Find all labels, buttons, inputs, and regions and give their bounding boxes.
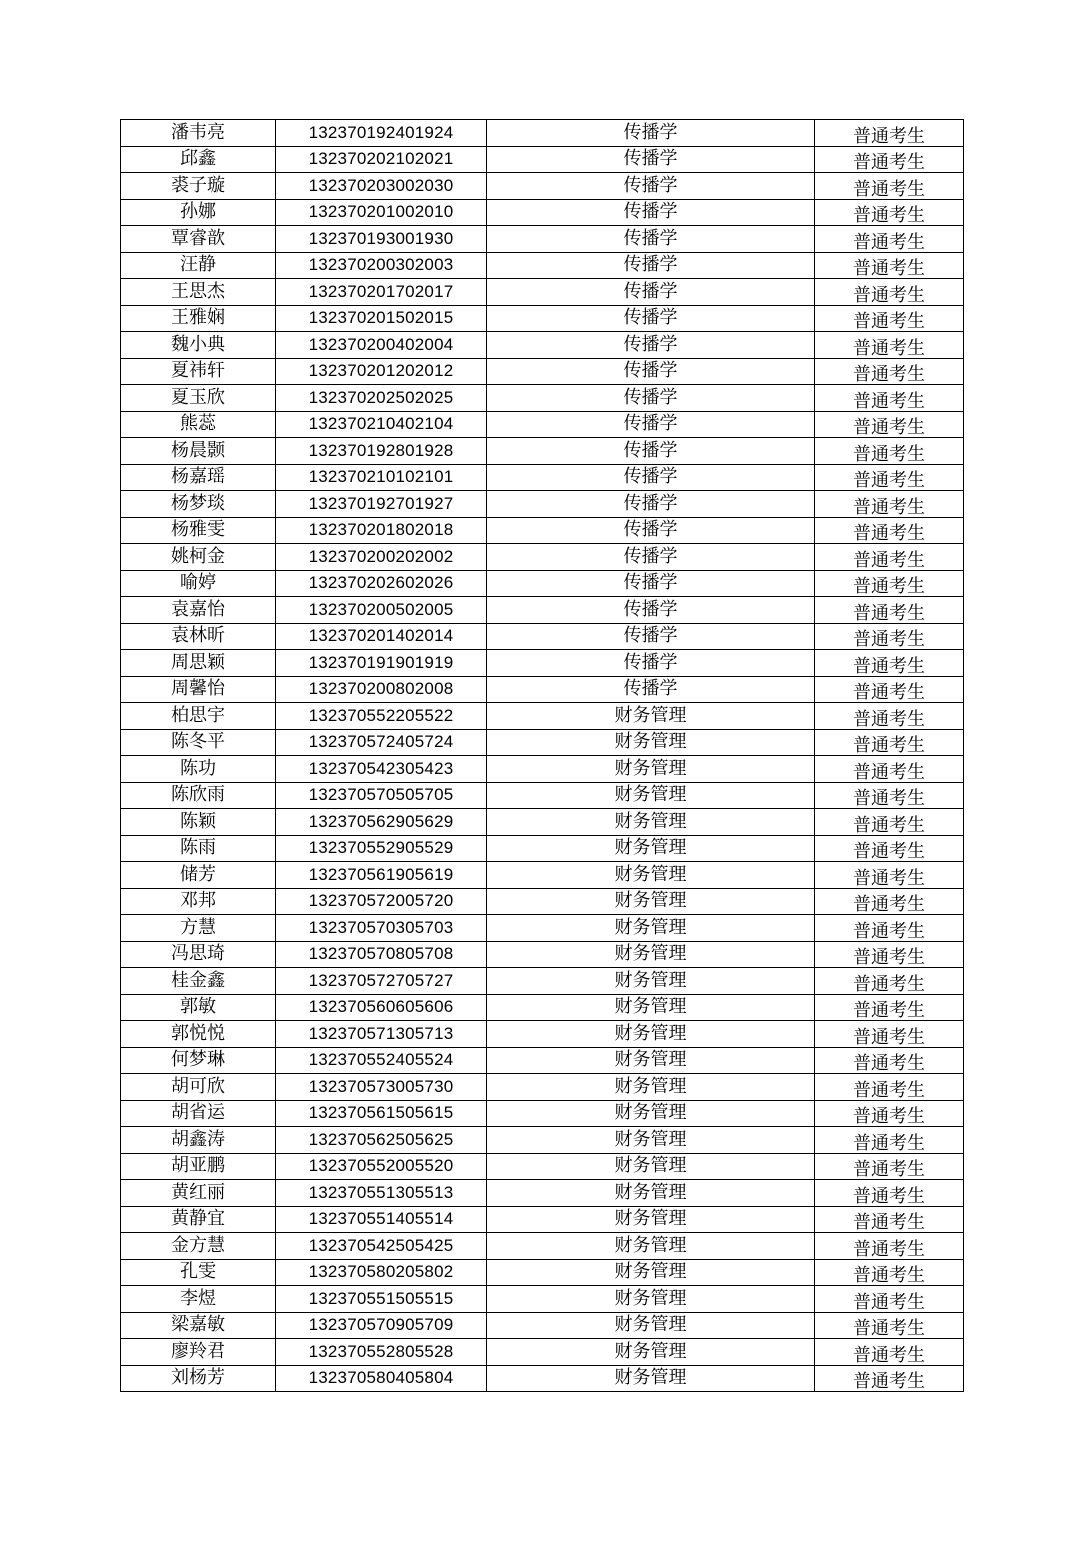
candidate-id-cell: 132370552405524 xyxy=(276,1047,487,1074)
table-row xyxy=(121,650,964,677)
candidate-name-cell: 夏玉欣 xyxy=(121,385,276,412)
table-row xyxy=(121,756,964,783)
candidate-type-cell: 普通考生 xyxy=(815,1180,964,1207)
major-cell: 传播学 xyxy=(487,332,815,359)
major-cell: 传播学 xyxy=(487,173,815,200)
table-row xyxy=(121,941,964,968)
candidate-type-cell: 普通考生 xyxy=(815,1153,964,1180)
table-row xyxy=(121,1259,964,1286)
candidate-name-cell: 姚柯金 xyxy=(121,544,276,571)
candidate-name-cell: 夏祎轩 xyxy=(121,358,276,385)
candidate-id-cell: 132370580405804 xyxy=(276,1365,487,1392)
candidate-name-cell: 金方慧 xyxy=(121,1233,276,1260)
candidate-type-cell: 普通考生 xyxy=(815,1286,964,1313)
candidate-type-cell: 普通考生 xyxy=(815,915,964,942)
candidate-id-cell: 132370201402014 xyxy=(276,623,487,650)
candidate-name-cell: 刘杨芳 xyxy=(121,1365,276,1392)
candidate-id-cell: 132370570905709 xyxy=(276,1312,487,1339)
candidate-type-cell: 普通考生 xyxy=(815,809,964,836)
major-cell: 传播学 xyxy=(487,676,815,703)
candidate-name-cell: 周思颖 xyxy=(121,650,276,677)
candidate-name-cell: 郭悦悦 xyxy=(121,1021,276,1048)
major-cell: 传播学 xyxy=(487,464,815,491)
candidate-id-cell: 132370202502025 xyxy=(276,385,487,412)
major-cell: 财务管理 xyxy=(487,915,815,942)
table-row xyxy=(121,438,964,465)
candidate-type-cell: 普通考生 xyxy=(815,1021,964,1048)
candidate-name-cell: 胡省运 xyxy=(121,1100,276,1127)
table-row xyxy=(121,994,964,1021)
candidate-id-cell: 132370200402004 xyxy=(276,332,487,359)
candidate-name-cell: 喻婷 xyxy=(121,570,276,597)
candidate-id-cell: 132370552805528 xyxy=(276,1339,487,1366)
table-row xyxy=(121,1074,964,1101)
candidate-name-cell: 陈欣雨 xyxy=(121,782,276,809)
candidate-type-cell: 普通考生 xyxy=(815,1206,964,1233)
table-row xyxy=(121,1100,964,1127)
table-row xyxy=(121,173,964,200)
candidate-id-cell: 132370551405514 xyxy=(276,1206,487,1233)
table-row xyxy=(121,676,964,703)
candidate-id-cell: 132370202602026 xyxy=(276,570,487,597)
candidate-type-cell: 普通考生 xyxy=(815,1047,964,1074)
table-row xyxy=(121,1233,964,1260)
table-row xyxy=(121,544,964,571)
candidate-type-cell: 普通考生 xyxy=(815,703,964,730)
candidate-id-cell: 132370573005730 xyxy=(276,1074,487,1101)
candidate-table xyxy=(120,119,964,1392)
candidate-id-cell: 132370193001930 xyxy=(276,226,487,253)
candidate-id-cell: 132370200802008 xyxy=(276,676,487,703)
candidate-type-cell: 普通考生 xyxy=(815,226,964,253)
candidate-id-cell: 132370200302003 xyxy=(276,252,487,279)
table-row xyxy=(121,809,964,836)
candidate-name-cell: 郭敏 xyxy=(121,994,276,1021)
candidate-type-cell: 普通考生 xyxy=(815,464,964,491)
major-cell: 传播学 xyxy=(487,517,815,544)
major-cell: 传播学 xyxy=(487,199,815,226)
major-cell: 财务管理 xyxy=(487,1339,815,1366)
table-row xyxy=(121,1047,964,1074)
candidate-name-cell: 杨晨颢 xyxy=(121,438,276,465)
candidate-type-cell: 普通考生 xyxy=(815,994,964,1021)
table-row xyxy=(121,385,964,412)
major-cell: 财务管理 xyxy=(487,703,815,730)
table-row xyxy=(121,782,964,809)
candidate-type-cell: 普通考生 xyxy=(815,1074,964,1101)
candidate-name-cell: 胡亚鹏 xyxy=(121,1153,276,1180)
candidate-type-cell: 普通考生 xyxy=(815,305,964,332)
candidate-type-cell: 普通考生 xyxy=(815,491,964,518)
major-cell: 财务管理 xyxy=(487,1021,815,1048)
candidate-name-cell: 裘子璇 xyxy=(121,173,276,200)
candidate-id-cell: 132370552205522 xyxy=(276,703,487,730)
candidate-name-cell: 柏思宇 xyxy=(121,703,276,730)
candidate-id-cell: 132370562505625 xyxy=(276,1127,487,1154)
major-cell: 传播学 xyxy=(487,358,815,385)
table-row xyxy=(121,1180,964,1207)
candidate-id-cell: 132370570805708 xyxy=(276,941,487,968)
major-cell: 财务管理 xyxy=(487,782,815,809)
candidate-type-cell: 普通考生 xyxy=(815,358,964,385)
major-cell: 财务管理 xyxy=(487,1180,815,1207)
table-row xyxy=(121,226,964,253)
candidate-type-cell: 普通考生 xyxy=(815,570,964,597)
major-cell: 传播学 xyxy=(487,305,815,332)
table-row xyxy=(121,835,964,862)
candidate-id-cell: 132370201802018 xyxy=(276,517,487,544)
candidate-name-cell: 储芳 xyxy=(121,862,276,889)
candidate-id-cell: 132370570305703 xyxy=(276,915,487,942)
candidate-type-cell: 普通考生 xyxy=(815,756,964,783)
candidate-id-cell: 132370192401924 xyxy=(276,120,487,147)
major-cell: 财务管理 xyxy=(487,1286,815,1313)
candidate-type-cell: 普通考生 xyxy=(815,676,964,703)
candidate-type-cell: 普通考生 xyxy=(815,782,964,809)
major-cell: 财务管理 xyxy=(487,888,815,915)
table-row xyxy=(121,1286,964,1313)
candidate-name-cell: 邓邦 xyxy=(121,888,276,915)
candidate-name-cell: 潘韦亮 xyxy=(121,120,276,147)
table-row xyxy=(121,199,964,226)
candidate-id-cell: 132370570505705 xyxy=(276,782,487,809)
table-row xyxy=(121,1127,964,1154)
candidate-id-cell: 132370192801928 xyxy=(276,438,487,465)
table-row xyxy=(121,332,964,359)
candidate-name-cell: 冯思琦 xyxy=(121,941,276,968)
table-row xyxy=(121,146,964,173)
major-cell: 财务管理 xyxy=(487,1312,815,1339)
candidate-id-cell: 132370572405724 xyxy=(276,729,487,756)
candidate-name-cell: 黄静宜 xyxy=(121,1206,276,1233)
major-cell: 财务管理 xyxy=(487,1233,815,1260)
candidate-type-cell: 普通考生 xyxy=(815,332,964,359)
candidate-id-cell: 132370200502005 xyxy=(276,597,487,624)
major-cell: 传播学 xyxy=(487,438,815,465)
candidate-type-cell: 普通考生 xyxy=(815,173,964,200)
candidate-name-cell: 方慧 xyxy=(121,915,276,942)
candidate-id-cell: 132370571305713 xyxy=(276,1021,487,1048)
major-cell: 传播学 xyxy=(487,650,815,677)
table-row xyxy=(121,358,964,385)
table-row xyxy=(121,464,964,491)
candidate-name-cell: 杨梦琰 xyxy=(121,491,276,518)
candidate-id-cell: 132370551305513 xyxy=(276,1180,487,1207)
table-row xyxy=(121,1339,964,1366)
candidate-type-cell: 普通考生 xyxy=(815,941,964,968)
candidate-id-cell: 132370572005720 xyxy=(276,888,487,915)
table-row xyxy=(121,888,964,915)
candidate-type-cell: 普通考生 xyxy=(815,385,964,412)
candidate-type-cell: 普通考生 xyxy=(815,650,964,677)
candidate-name-cell: 桂金鑫 xyxy=(121,968,276,995)
candidate-id-cell: 132370572705727 xyxy=(276,968,487,995)
candidate-id-cell: 132370202102021 xyxy=(276,146,487,173)
table-row xyxy=(121,915,964,942)
table-row xyxy=(121,252,964,279)
candidate-name-cell: 胡可欣 xyxy=(121,1074,276,1101)
table-row xyxy=(121,623,964,650)
candidate-id-cell: 132370203002030 xyxy=(276,173,487,200)
candidate-type-cell: 普通考生 xyxy=(815,411,964,438)
candidate-type-cell: 普通考生 xyxy=(815,252,964,279)
table-row xyxy=(121,862,964,889)
candidate-name-cell: 杨雅雯 xyxy=(121,517,276,544)
candidate-id-cell: 132370580205802 xyxy=(276,1259,487,1286)
table-row xyxy=(121,729,964,756)
candidate-name-cell: 覃睿歆 xyxy=(121,226,276,253)
candidate-id-cell: 132370562905629 xyxy=(276,809,487,836)
candidate-type-cell: 普通考生 xyxy=(815,1100,964,1127)
candidate-id-cell: 132370201702017 xyxy=(276,279,487,306)
candidate-type-cell: 普通考生 xyxy=(815,120,964,147)
candidate-type-cell: 普通考生 xyxy=(815,968,964,995)
candidate-id-cell: 132370561505615 xyxy=(276,1100,487,1127)
candidate-name-cell: 王思杰 xyxy=(121,279,276,306)
major-cell: 传播学 xyxy=(487,597,815,624)
candidate-name-cell: 梁嘉敏 xyxy=(121,1312,276,1339)
candidate-type-cell: 普通考生 xyxy=(815,1312,964,1339)
candidate-list-sheet xyxy=(120,119,963,1392)
candidate-type-cell: 普通考生 xyxy=(815,729,964,756)
candidate-id-cell: 132370551505515 xyxy=(276,1286,487,1313)
major-cell: 传播学 xyxy=(487,146,815,173)
candidate-name-cell: 魏小典 xyxy=(121,332,276,359)
candidate-type-cell: 普通考生 xyxy=(815,1233,964,1260)
candidate-name-cell: 何梦琳 xyxy=(121,1047,276,1074)
candidate-name-cell: 黄红丽 xyxy=(121,1180,276,1207)
candidate-type-cell: 普通考生 xyxy=(815,623,964,650)
major-cell: 传播学 xyxy=(487,491,815,518)
major-cell: 传播学 xyxy=(487,385,815,412)
candidate-type-cell: 普通考生 xyxy=(815,438,964,465)
candidate-name-cell: 胡鑫涛 xyxy=(121,1127,276,1154)
major-cell: 财务管理 xyxy=(487,1365,815,1392)
table-row xyxy=(121,597,964,624)
major-cell: 财务管理 xyxy=(487,994,815,1021)
candidate-id-cell: 132370552005520 xyxy=(276,1153,487,1180)
table-row xyxy=(121,305,964,332)
candidate-id-cell: 132370191901919 xyxy=(276,650,487,677)
candidate-name-cell: 周馨怡 xyxy=(121,676,276,703)
major-cell: 财务管理 xyxy=(487,968,815,995)
candidate-type-cell: 普通考生 xyxy=(815,279,964,306)
major-cell: 财务管理 xyxy=(487,1100,815,1127)
major-cell: 财务管理 xyxy=(487,1074,815,1101)
candidate-id-cell: 132370201502015 xyxy=(276,305,487,332)
table-row xyxy=(121,411,964,438)
major-cell: 传播学 xyxy=(487,120,815,147)
major-cell: 财务管理 xyxy=(487,729,815,756)
table-row xyxy=(121,1206,964,1233)
candidate-id-cell: 132370561905619 xyxy=(276,862,487,889)
major-cell: 财务管理 xyxy=(487,1206,815,1233)
candidate-name-cell: 陈雨 xyxy=(121,835,276,862)
candidate-type-cell: 普通考生 xyxy=(815,1259,964,1286)
major-cell: 传播学 xyxy=(487,279,815,306)
major-cell: 传播学 xyxy=(487,570,815,597)
major-cell: 财务管理 xyxy=(487,1153,815,1180)
candidate-name-cell: 廖羚君 xyxy=(121,1339,276,1366)
major-cell: 财务管理 xyxy=(487,756,815,783)
candidate-id-cell: 132370552905529 xyxy=(276,835,487,862)
major-cell: 财务管理 xyxy=(487,1127,815,1154)
table-row xyxy=(121,703,964,730)
major-cell: 传播学 xyxy=(487,226,815,253)
table-row xyxy=(121,1021,964,1048)
table-row xyxy=(121,1312,964,1339)
candidate-type-cell: 普通考生 xyxy=(815,835,964,862)
candidate-type-cell: 普通考生 xyxy=(815,597,964,624)
candidate-id-cell: 132370192701927 xyxy=(276,491,487,518)
candidate-type-cell: 普通考生 xyxy=(815,1127,964,1154)
candidate-id-cell: 132370201202012 xyxy=(276,358,487,385)
candidate-type-cell: 普通考生 xyxy=(815,1339,964,1366)
candidate-name-cell: 孔雯 xyxy=(121,1259,276,1286)
table-row xyxy=(121,570,964,597)
candidate-type-cell: 普通考生 xyxy=(815,862,964,889)
candidate-name-cell: 杨嘉瑶 xyxy=(121,464,276,491)
candidate-name-cell: 李煜 xyxy=(121,1286,276,1313)
major-cell: 财务管理 xyxy=(487,862,815,889)
major-cell: 财务管理 xyxy=(487,835,815,862)
candidate-id-cell: 132370542305423 xyxy=(276,756,487,783)
candidate-name-cell: 熊蕊 xyxy=(121,411,276,438)
candidate-id-cell: 132370210402104 xyxy=(276,411,487,438)
candidate-name-cell: 汪静 xyxy=(121,252,276,279)
candidate-name-cell: 孙娜 xyxy=(121,199,276,226)
candidate-id-cell: 132370542505425 xyxy=(276,1233,487,1260)
major-cell: 财务管理 xyxy=(487,1047,815,1074)
table-row xyxy=(121,120,964,147)
table-row xyxy=(121,1365,964,1392)
candidate-name-cell: 陈冬平 xyxy=(121,729,276,756)
candidate-name-cell: 袁嘉怡 xyxy=(121,597,276,624)
candidate-type-cell: 普通考生 xyxy=(815,199,964,226)
table-row xyxy=(121,279,964,306)
candidate-id-cell: 132370560605606 xyxy=(276,994,487,1021)
table-row xyxy=(121,968,964,995)
candidate-id-cell: 132370200202002 xyxy=(276,544,487,571)
major-cell: 传播学 xyxy=(487,252,815,279)
table-row xyxy=(121,1153,964,1180)
major-cell: 财务管理 xyxy=(487,941,815,968)
candidate-name-cell: 陈颖 xyxy=(121,809,276,836)
candidate-name-cell: 陈功 xyxy=(121,756,276,783)
candidate-type-cell: 普通考生 xyxy=(815,888,964,915)
candidate-name-cell: 王雅娴 xyxy=(121,305,276,332)
candidate-type-cell: 普通考生 xyxy=(815,146,964,173)
candidate-table-body xyxy=(121,120,964,1392)
candidate-name-cell: 邱鑫 xyxy=(121,146,276,173)
candidate-type-cell: 普通考生 xyxy=(815,544,964,571)
major-cell: 传播学 xyxy=(487,411,815,438)
table-row xyxy=(121,491,964,518)
candidate-type-cell: 普通考生 xyxy=(815,1365,964,1392)
major-cell: 传播学 xyxy=(487,544,815,571)
major-cell: 财务管理 xyxy=(487,1259,815,1286)
candidate-type-cell: 普通考生 xyxy=(815,517,964,544)
candidate-id-cell: 132370201002010 xyxy=(276,199,487,226)
candidate-name-cell: 袁林昕 xyxy=(121,623,276,650)
candidate-id-cell: 132370210102101 xyxy=(276,464,487,491)
major-cell: 传播学 xyxy=(487,623,815,650)
major-cell: 财务管理 xyxy=(487,809,815,836)
table-row xyxy=(121,517,964,544)
